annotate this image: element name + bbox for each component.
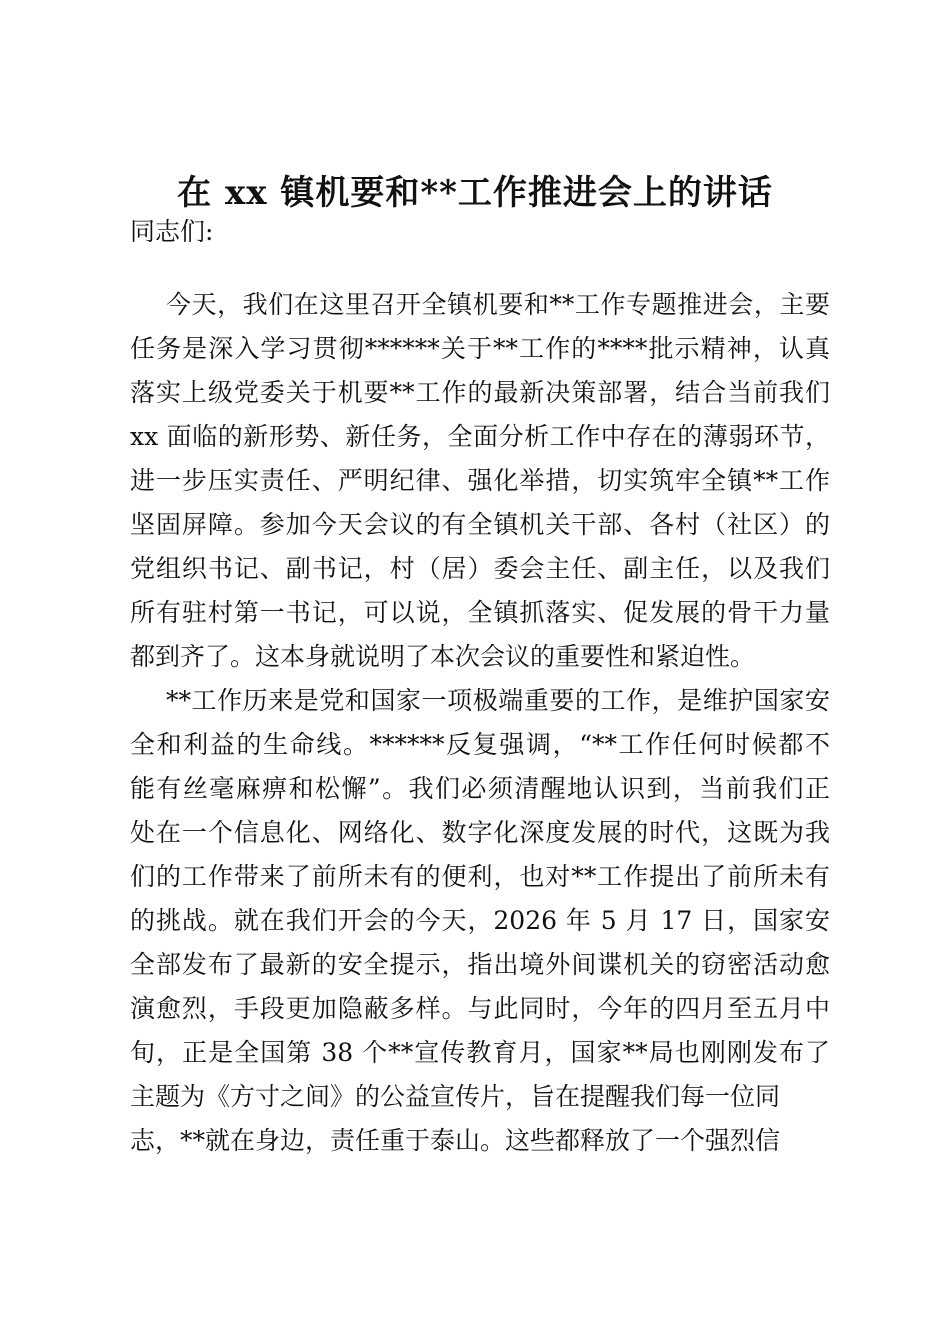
paragraph-line: 党组织书记、副书记，村（居）委会主任、副主任，以及我们 [130, 554, 830, 583]
paragraph-line: 今天，我们在这里召开全镇机要和**工作专题推进会，主要 [166, 290, 830, 319]
salutation: 同志们: [130, 217, 214, 246]
document-title: 在 xx 镇机要和**工作推进会上的讲话 [177, 173, 773, 213]
paragraph-line: 落实上级党委关于机要**工作的最新决策部署，结合当前我们 [130, 378, 830, 407]
paragraph-line: xx 面临的新形势、新任务，全面分析工作中存在的薄弱环节， [130, 422, 830, 451]
paragraph-line: 演愈烈，手段更加隐蔽多样。与此同时，今年的四月至五月中 [130, 994, 830, 1023]
paragraph-line: 志，**就在身边，责任重于泰山。这些都释放了一个强烈信 [130, 1126, 781, 1155]
paragraph-line: 都到齐了。这本身就说明了本次会议的重要性和紧迫性。 [130, 642, 756, 671]
paragraph-line: 全和利益的生命线。******反复强调，“**工作任何时候都不 [130, 730, 830, 759]
paragraph-line: 所有驻村第一书记，可以说，全镇抓落实、促发展的骨干力量 [130, 598, 830, 627]
paragraph-line: 的挑战。就在我们开会的今天，2026 年 5 月 17 日，国家安 [130, 906, 830, 935]
paragraph-line: 旬，正是全国第 38 个**宣传教育月，国家**局也刚刚发布了 [130, 1038, 830, 1067]
paragraph-line: 们的工作带来了前所未有的便利，也对**工作提出了前所未有 [130, 862, 830, 891]
paragraph-line: 任务是深入学习贯彻******关于**工作的****批示精神，认真 [130, 334, 830, 363]
paragraph-line: 进一步压实责任、严明纪律、强化举措，切实筑牢全镇**工作 [130, 466, 830, 495]
paragraph-line: 处在一个信息化、网络化、数字化深度发展的时代，这既为我 [130, 818, 830, 847]
paragraph-line: **工作历来是党和国家一项极端重要的工作，是维护国家安 [166, 686, 830, 715]
paragraph-line: 主题为《方寸之间》的公益宣传片，旨在提醒我们每一位同 [130, 1082, 781, 1111]
paragraph-line: 全部发布了最新的安全提示，指出境外间谍机关的窃密活动愈 [130, 950, 830, 979]
paragraph-line: 能有丝毫麻痹和松懈”。我们必须清醒地认识到，当前我们正 [130, 774, 830, 803]
paragraph-line: 坚固屏障。参加今天会议的有全镇机关干部、各村（社区）的 [130, 510, 830, 539]
